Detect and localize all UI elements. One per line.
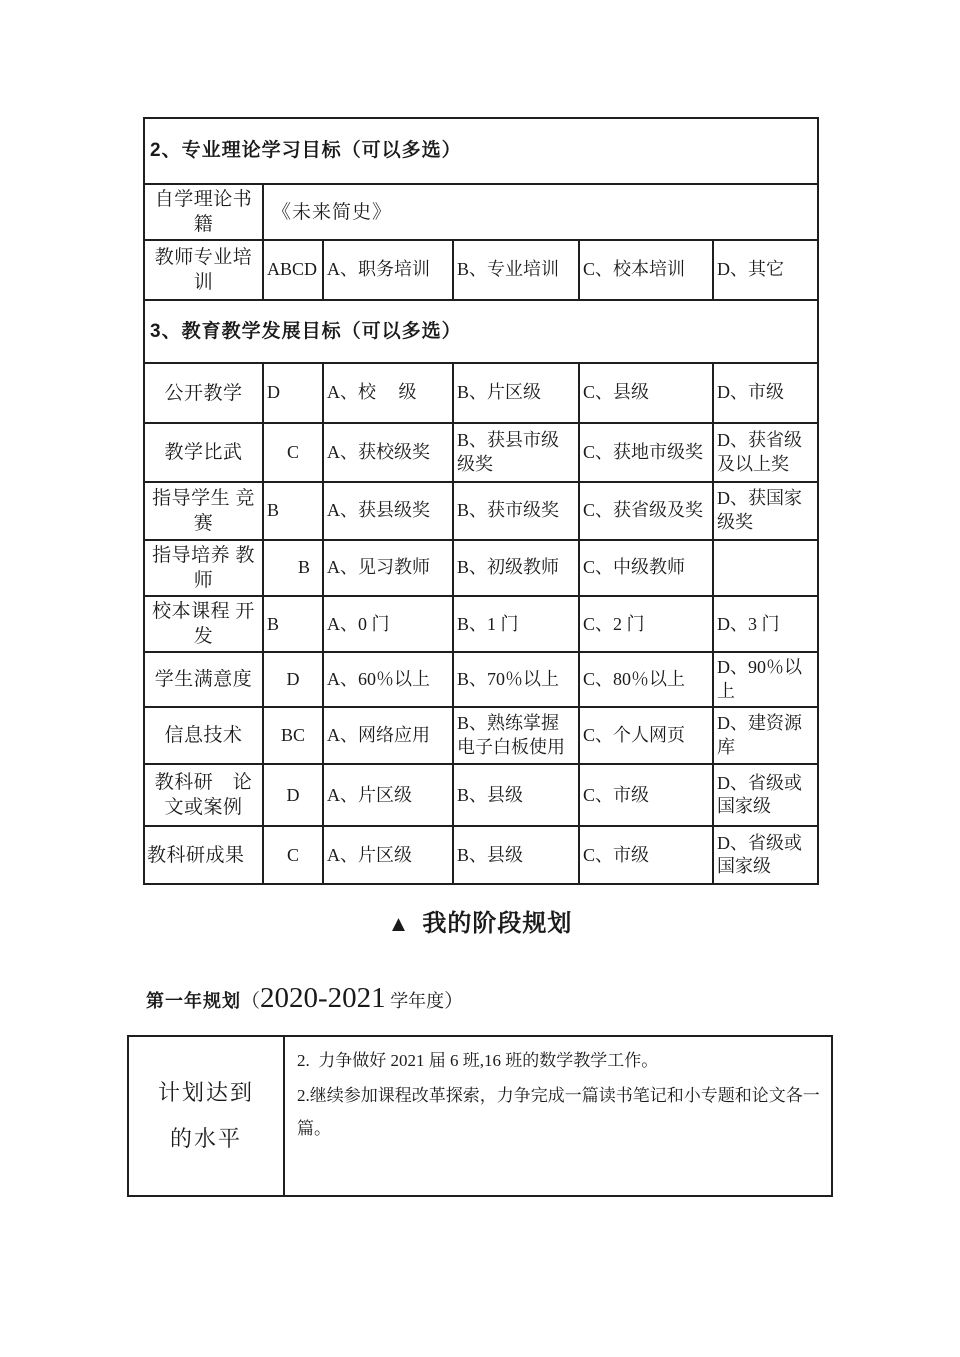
option-c: C、2 门 [579,596,713,652]
option-d: D、省级或国家级 [713,826,818,884]
goal-label: 指导学生 竞赛 [144,482,263,540]
option-d: D、获国家级奖 [713,482,818,540]
selected-answers: D [263,764,323,826]
plan-level-label-line2: 的水平 [169,1126,242,1151]
year-plan-close-paren: ） [444,991,464,1012]
goal-label: 教学比武 [144,423,263,482]
goal-row-mentoring-teachers [144,540,818,596]
theory-books-value: 《未来简史》 [263,184,818,240]
plan-level-label [128,1036,284,1196]
goal-label: 校本课程 开发 [144,596,263,652]
option-b: B、县级 [453,764,579,826]
option-c: C、市级 [579,826,713,884]
section2-title: 2、专业理论学习目标（可以多选） [144,118,818,184]
goal-label: 信息技术 [144,707,263,764]
teacher-training-label: 教师专业培训 [144,240,263,300]
plan-item-2: 2.继续参加课程改革探索，力争完成一篇读书笔记和小专题和论文各一篇。 [297,1086,820,1139]
goal-label: 学生满意度 [144,652,263,707]
option-b: B、片区级 [453,363,579,423]
goal-label: 教科研成果 [144,826,263,884]
plan-level-table [127,1035,833,1197]
goal-row-research-papers [144,764,818,826]
option-a: A、校 级 [323,363,453,423]
option-c: C、个人网页 [579,707,713,764]
selected-answers: D [263,652,323,707]
stage-planning-heading [0,903,960,938]
goal-row-public-teaching [144,363,818,423]
goal-label: 指导培养 教师 [144,540,263,596]
option-d: D、获省级及以上奖 [713,423,818,482]
year-plan-suffix: 学年度 [385,991,445,1011]
theory-books-row [144,184,818,240]
selected-answers: D [263,363,323,423]
selected-answers: B [263,482,323,540]
goal-label: 公开教学 [144,363,263,423]
option-c: C、市级 [579,764,713,826]
option-c: C、中级教师 [579,540,713,596]
theory-books-label: 自学理论书籍 [144,184,263,240]
option-a: A、片区级 [323,764,453,826]
section3-title-row [144,300,818,363]
triangle-marker-icon: ▲ [387,911,410,936]
selected-answers: ABCD [263,240,323,300]
option-b: B、初级教师 [453,540,579,596]
option-d: D、90％以上 [713,652,818,707]
option-d: D、其它 [713,240,818,300]
goal-label: 教科研 论文或案例 [144,764,263,826]
option-b: B、1 门 [453,596,579,652]
option-a: A、片区级 [323,826,453,884]
option-a: A、0 门 [323,596,453,652]
selected-answers: BC [263,707,323,764]
goal-row-student-satisfaction [144,652,818,707]
section3-title: 3、教育教学发展目标（可以多选） [144,300,818,363]
option-a: A、网络应用 [323,707,453,764]
selected-answers: C [263,423,323,482]
option-b: B、熟练掌握电子白板使用 [453,707,579,764]
option-b: B、县级 [453,826,579,884]
year-plan-years: 2020-2021 [260,982,386,1014]
plan-item-1: 2. 力争做好 2021 届 6 班,16 班的数学教学工作。 [297,1051,659,1070]
option-a: A、获校级奖 [323,423,453,482]
option-a: A、见习教师 [323,540,453,596]
goal-row-information-technology [144,707,818,764]
option-b: B、专业培训 [453,240,579,300]
selected-answers: B [263,596,323,652]
option-c: C、获地市级奖 [579,423,713,482]
goal-row-student-competition [144,482,818,540]
option-d: D、省级或国家级 [713,764,818,826]
goal-row-school-curriculum [144,596,818,652]
first-year-plan-heading [146,982,463,1015]
plan-level-row [128,1036,832,1196]
option-b: B、获市级奖 [453,482,579,540]
option-d: D、3 门 [713,596,818,652]
option-c: C、80％以上 [579,652,713,707]
plan-level-content [284,1036,832,1196]
goal-row-research-results [144,826,818,884]
option-d: D、市级 [713,363,818,423]
option-d: D、建资源库 [713,707,818,764]
year-plan-prefix: 第一年规划 [146,991,241,1011]
year-plan-open-paren: （ [241,991,261,1012]
teacher-training-row [144,240,818,300]
plan-level-label-line1: 计划达到 [157,1080,254,1105]
option-c: C、县级 [579,363,713,423]
option-b: B、获县市级级奖 [453,423,579,482]
option-a: A、职务培训 [323,240,453,300]
option-a: A、60％以上 [323,652,453,707]
selected-answers: B [263,540,323,596]
selected-answers: C [263,826,323,884]
option-b: B、70％以上 [453,652,579,707]
option-d [713,540,818,596]
option-c: C、校本培训 [579,240,713,300]
goal-row-teaching-contest [144,423,818,482]
option-a: A、获县级奖 [323,482,453,540]
stage-planning-heading-text: 我的阶段规划 [422,910,573,937]
option-c: C、获省级及奖 [579,482,713,540]
section2-title-row [144,118,818,184]
goals-table [143,117,819,885]
